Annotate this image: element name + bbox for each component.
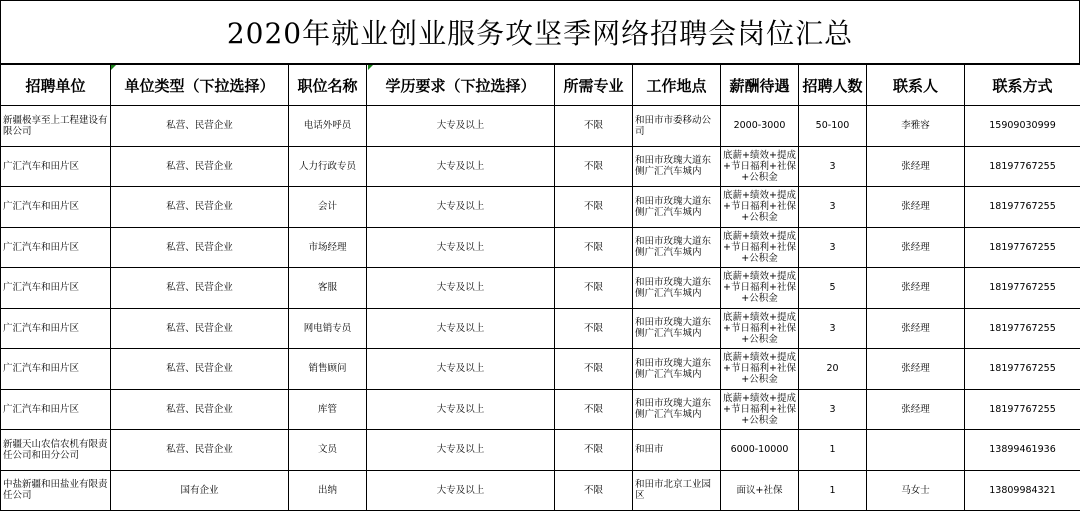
cell-company[interactable]: 广汇汽车和田片区 bbox=[1, 268, 111, 309]
cell-location[interactable]: 和田市玫瑰大道东侧广汇汽车城内 bbox=[633, 308, 721, 349]
header-row bbox=[1, 65, 1080, 106]
cell-major[interactable]: 不限 bbox=[555, 308, 633, 349]
cell-salary[interactable]: 底薪+绩效+提成+节日福利+社保+公积金 bbox=[721, 187, 799, 228]
cell-type[interactable]: 私营、民营企业 bbox=[111, 430, 289, 471]
cell-education[interactable]: 大专及以上 bbox=[367, 227, 555, 268]
table-row bbox=[1, 470, 1080, 511]
cell-count[interactable]: 20 bbox=[799, 349, 867, 390]
table-row bbox=[1, 349, 1080, 390]
cell-phone[interactable]: 15909030999 bbox=[965, 106, 1080, 147]
cell-salary[interactable]: 2000-3000 bbox=[721, 106, 799, 147]
cell-contact[interactable]: 张经理 bbox=[867, 187, 965, 228]
cell-position[interactable]: 库管 bbox=[289, 389, 367, 430]
cell-location[interactable]: 和田市玫瑰大道东侧广汇汽车城内 bbox=[633, 349, 721, 390]
column-header: 学历要求（下拉选择） bbox=[367, 65, 555, 106]
table-row bbox=[1, 106, 1080, 147]
cell-major[interactable]: 不限 bbox=[555, 430, 633, 471]
cell-location[interactable]: 和田市玫瑰大道东侧广汇汽车城内 bbox=[633, 187, 721, 228]
cell-type[interactable]: 私营、民营企业 bbox=[111, 227, 289, 268]
cell-position[interactable]: 出纳 bbox=[289, 470, 367, 511]
cell-company[interactable]: 新疆极享至上工程建设有限公司 bbox=[1, 106, 111, 147]
cell-education[interactable]: 大专及以上 bbox=[367, 146, 555, 187]
column-header: 联系人 bbox=[867, 65, 965, 106]
cell-salary[interactable]: 底薪+绩效+提成+节日福利+社保+公积金 bbox=[721, 146, 799, 187]
cell-count[interactable]: 5 bbox=[799, 268, 867, 309]
cell-phone[interactable]: 18197767255 bbox=[965, 227, 1080, 268]
cell-position[interactable]: 文员 bbox=[289, 430, 367, 471]
cell-count[interactable]: 3 bbox=[799, 146, 867, 187]
cell-major[interactable]: 不限 bbox=[555, 187, 633, 228]
cell-contact[interactable]: 张经理 bbox=[867, 349, 965, 390]
cell-company[interactable]: 广汇汽车和田片区 bbox=[1, 349, 111, 390]
cell-position[interactable]: 电话外呼员 bbox=[289, 106, 367, 147]
cell-education[interactable]: 大专及以上 bbox=[367, 389, 555, 430]
cell-type[interactable]: 私营、民营企业 bbox=[111, 187, 289, 228]
cell-contact[interactable]: 李雅容 bbox=[867, 106, 965, 147]
cell-phone[interactable]: 18197767255 bbox=[965, 187, 1080, 228]
cell-type[interactable]: 私营、民营企业 bbox=[111, 308, 289, 349]
cell-type[interactable]: 私营、民营企业 bbox=[111, 146, 289, 187]
column-header: 联系方式 bbox=[965, 65, 1080, 106]
cell-location[interactable]: 和田市玫瑰大道东侧广汇汽车城内 bbox=[633, 227, 721, 268]
cell-contact[interactable] bbox=[867, 430, 965, 471]
table-row bbox=[1, 227, 1080, 268]
cell-location[interactable]: 和田市市委移动公司 bbox=[633, 106, 721, 147]
cell-major[interactable]: 不限 bbox=[555, 470, 633, 511]
cell-phone[interactable]: 18197767255 bbox=[965, 308, 1080, 349]
cell-type[interactable]: 私营、民营企业 bbox=[111, 349, 289, 390]
cell-major[interactable]: 不限 bbox=[555, 349, 633, 390]
cell-major[interactable]: 不限 bbox=[555, 268, 633, 309]
cell-position[interactable]: 人力行政专员 bbox=[289, 146, 367, 187]
cell-contact[interactable]: 张经理 bbox=[867, 268, 965, 309]
cell-type[interactable]: 私营、民营企业 bbox=[111, 106, 289, 147]
table-row bbox=[1, 389, 1080, 430]
cell-phone[interactable]: 13899461936 bbox=[965, 430, 1080, 471]
cell-education[interactable]: 大专及以上 bbox=[367, 106, 555, 147]
cell-contact[interactable]: 张经理 bbox=[867, 389, 965, 430]
table-row bbox=[1, 187, 1080, 228]
cell-major[interactable]: 不限 bbox=[555, 146, 633, 187]
cell-company[interactable]: 广汇汽车和田片区 bbox=[1, 187, 111, 228]
cell-phone[interactable]: 18197767255 bbox=[965, 268, 1080, 309]
cell-count[interactable]: 3 bbox=[799, 187, 867, 228]
cell-position[interactable]: 客服 bbox=[289, 268, 367, 309]
cell-position[interactable]: 会计 bbox=[289, 187, 367, 228]
cell-salary[interactable]: 底薪+绩效+提成+节日福利+社保+公积金 bbox=[721, 349, 799, 390]
cell-contact[interactable]: 张经理 bbox=[867, 308, 965, 349]
cell-company[interactable]: 广汇汽车和田片区 bbox=[1, 308, 111, 349]
cell-position[interactable]: 市场经理 bbox=[289, 227, 367, 268]
column-header: 所需专业 bbox=[555, 65, 633, 106]
cell-education[interactable]: 大专及以上 bbox=[367, 308, 555, 349]
cell-position[interactable]: 销售顾问 bbox=[289, 349, 367, 390]
table-body bbox=[1, 106, 1080, 511]
cell-contact[interactable]: 马女士 bbox=[867, 470, 965, 511]
cell-salary[interactable]: 底薪+绩效+提成+节日福利+社保+公积金 bbox=[721, 268, 799, 309]
cell-education[interactable]: 大专及以上 bbox=[367, 470, 555, 511]
cell-phone[interactable]: 18197767255 bbox=[965, 389, 1080, 430]
cell-company[interactable]: 广汇汽车和田片区 bbox=[1, 389, 111, 430]
cell-count[interactable]: 50-100 bbox=[799, 106, 867, 147]
cell-location[interactable]: 和田市玫瑰大道东侧广汇汽车城内 bbox=[633, 389, 721, 430]
cell-salary[interactable]: 面议+社保 bbox=[721, 470, 799, 511]
cell-contact[interactable]: 张经理 bbox=[867, 146, 965, 187]
column-header: 薪酬待遇 bbox=[721, 65, 799, 106]
cell-company[interactable]: 广汇汽车和田片区 bbox=[1, 227, 111, 268]
comment-marker-icon bbox=[111, 65, 116, 70]
column-header: 单位类型（下拉选择） bbox=[111, 65, 289, 106]
cell-company[interactable]: 中盐新疆和田盐业有限责任公司 bbox=[1, 470, 111, 511]
table-row bbox=[1, 268, 1080, 309]
table-row bbox=[1, 146, 1080, 187]
cell-type[interactable]: 私营、民营企业 bbox=[111, 268, 289, 309]
cell-salary[interactable]: 底薪+绩效+提成+节日福利+社保+公积金 bbox=[721, 227, 799, 268]
cell-salary[interactable]: 底薪+绩效+提成+节日福利+社保+公积金 bbox=[721, 308, 799, 349]
cell-phone[interactable]: 13809984321 bbox=[965, 470, 1080, 511]
cell-phone[interactable]: 18197767255 bbox=[965, 349, 1080, 390]
cell-major[interactable]: 不限 bbox=[555, 227, 633, 268]
cell-company[interactable]: 广汇汽车和田片区 bbox=[1, 146, 111, 187]
cell-count[interactable]: 3 bbox=[799, 308, 867, 349]
cell-position[interactable]: 网电销专员 bbox=[289, 308, 367, 349]
cell-count[interactable]: 3 bbox=[799, 227, 867, 268]
cell-education[interactable]: 大专及以上 bbox=[367, 268, 555, 309]
cell-education[interactable]: 大专及以上 bbox=[367, 349, 555, 390]
cell-location[interactable]: 和田市 bbox=[633, 430, 721, 471]
sheet-title: 2020年就业创业服务攻坚季网络招聘会岗位汇总 bbox=[0, 0, 1080, 64]
cell-education[interactable]: 大专及以上 bbox=[367, 187, 555, 228]
cell-education[interactable]: 大专及以上 bbox=[367, 430, 555, 471]
cell-salary[interactable]: 6000-10000 bbox=[721, 430, 799, 471]
cell-type[interactable]: 国有企业 bbox=[111, 470, 289, 511]
cell-location[interactable]: 和田市玫瑰大道东侧广汇汽车城内 bbox=[633, 146, 721, 187]
job-table bbox=[0, 64, 1080, 511]
column-header: 招聘人数 bbox=[799, 65, 867, 106]
table-row bbox=[1, 430, 1080, 471]
cell-location[interactable]: 和田市北京工业园区 bbox=[633, 470, 721, 511]
column-header: 工作地点 bbox=[633, 65, 721, 106]
table-row bbox=[1, 308, 1080, 349]
cell-contact[interactable]: 张经理 bbox=[867, 227, 965, 268]
cell-major[interactable]: 不限 bbox=[555, 106, 633, 147]
cell-salary[interactable]: 底薪+绩效+提成+节日福利+社保+公积金 bbox=[721, 389, 799, 430]
cell-count[interactable]: 1 bbox=[799, 470, 867, 511]
cell-company[interactable]: 新疆天山农信农机有限责任公司和田分公司 bbox=[1, 430, 111, 471]
cell-location[interactable]: 和田市玫瑰大道东侧广汇汽车城内 bbox=[633, 268, 721, 309]
column-header: 招聘单位 bbox=[1, 65, 111, 106]
cell-count[interactable]: 3 bbox=[799, 389, 867, 430]
cell-count[interactable]: 1 bbox=[799, 430, 867, 471]
cell-phone[interactable]: 18197767255 bbox=[965, 146, 1080, 187]
comment-marker-icon bbox=[368, 65, 373, 70]
cell-major[interactable]: 不限 bbox=[555, 389, 633, 430]
cell-type[interactable]: 私营、民营企业 bbox=[111, 389, 289, 430]
column-header: 职位名称 bbox=[289, 65, 367, 106]
